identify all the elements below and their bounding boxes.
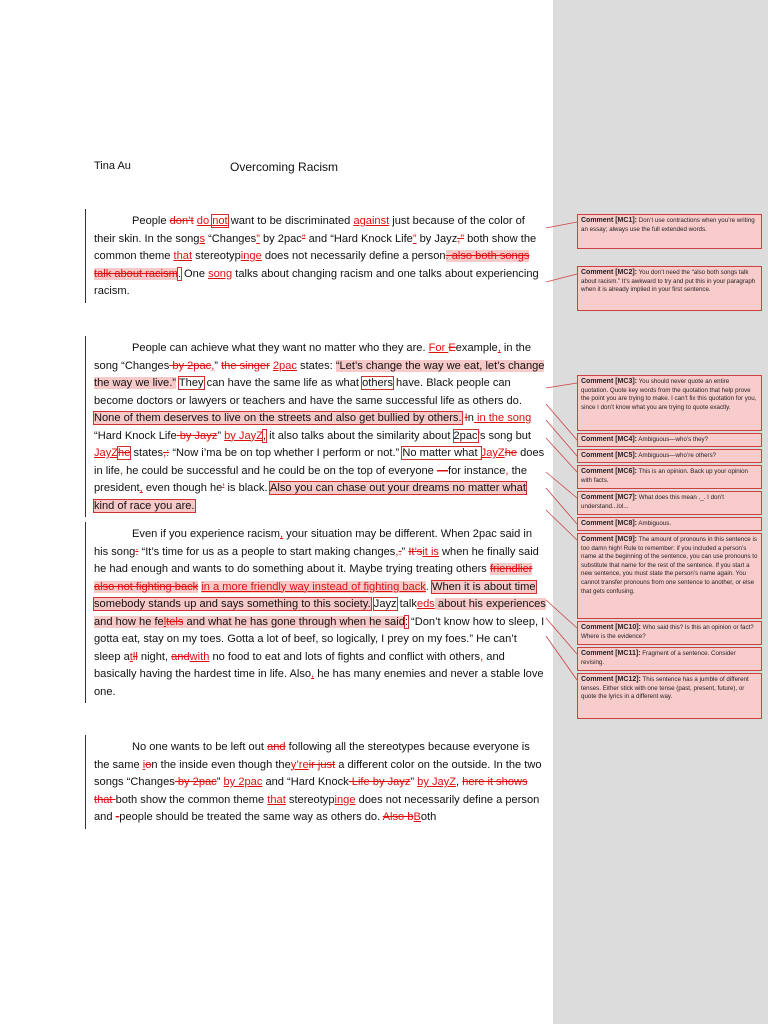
deleted-text: ir just: [308, 758, 336, 771]
inserted-text: s: [199, 232, 205, 245]
text-run: oth: [420, 811, 437, 823]
text-run: One: [180, 267, 209, 280]
text-run: No one wants to be left out: [132, 741, 268, 753]
comment-label: Comment [MC2]:: [581, 269, 637, 276]
comment-label: Comment [MC12]:: [581, 676, 641, 683]
deleted-text: Life by Jayz: [348, 776, 411, 788]
text-run: he could be successful and he could be on the top of everyone: [123, 464, 437, 477]
text-run: about his experiences and how he fe: [94, 598, 546, 628]
comment-label: Comment [MC11]:: [581, 650, 641, 657]
text-run: “Don’t know how to sleep, I gotta eat, stay on my toes. Gotta a lot of beef, so logically, I prey on my foes.” He can’t sleep a: [94, 615, 545, 663]
text-run: states: [130, 447, 164, 459]
paragraph-4[interactable]: [94, 739, 546, 827]
inserted-text: that: [173, 250, 193, 262]
text-run: want to be discriminated: [227, 215, 354, 227]
text-run: can have the same life as what: [203, 377, 363, 389]
text-run: ”: [410, 776, 418, 788]
inserted-text: i: [142, 758, 146, 771]
comment-label: Comment [MC7]:: [581, 494, 637, 501]
text-run: night,: [137, 650, 172, 663]
text-run: both show the common theme: [94, 232, 537, 262]
inserted-text: ,: [311, 668, 315, 680]
inserted-text: 2pac: [272, 359, 297, 372]
text-run: does not necessarily define a person: [261, 250, 446, 262]
deleted-text: tels: [166, 615, 184, 628]
deleted-text: here it shows that: [94, 776, 528, 806]
inserted-text: t: [129, 650, 133, 663]
comment-text: This is an opinion. Back up your opinion with facts.: [581, 468, 748, 484]
text-run: your situation may be different. When 2pac said in his song: [94, 528, 533, 558]
inserted-text: l: [163, 615, 167, 628]
text-run: People: [132, 215, 170, 227]
text-run: does not necessarily define a person and: [94, 793, 540, 823]
author-name: Tina Au: [94, 160, 131, 172]
deleted-text: —: [436, 464, 449, 477]
deleted-text: ,”: [457, 232, 465, 245]
text-run: No matter what: [402, 447, 481, 459]
comment-mc3[interactable]: [577, 375, 762, 431]
comment-mc4[interactable]: [577, 433, 762, 447]
comment-text: Ambiguous—who’s they?: [638, 436, 709, 443]
inserted-text: JayZ: [94, 447, 119, 459]
comment-mc2[interactable]: [577, 266, 762, 311]
text-run: ’s song but: [477, 429, 532, 442]
deleted-text: he: [118, 447, 131, 459]
text-run: ,: [262, 429, 267, 442]
text-run: People can achieve what they want no matter who they are.: [132, 342, 429, 354]
text-run: .: [425, 580, 432, 593]
deleted-text: o: [145, 758, 152, 771]
inserted-text: inge: [334, 793, 356, 806]
inserted-text: ,: [211, 359, 215, 372]
comment-text: Don’t use contractions when you’re writing an essay; always use the full extended words.: [581, 217, 755, 233]
comment-text: Who said this? Is this an opinion or fact? Where is the evidence?: [581, 624, 754, 640]
inserted-text: For: [428, 342, 449, 354]
text-run: They: [178, 377, 204, 389]
comment-text: The amount of pronouns in this sentence is too damn high! Rule to remember: if you included a person’s name at the beginning of the sentence, you can use pronouns to substitute that name for the rest of the sentence. If you start a new sentence, you must state the person’s name again. You cannot transfer pronouns from one sentence to another, or else that gets confusing.: [581, 536, 758, 595]
text-run: ”: [401, 545, 409, 558]
text-run: n: [467, 412, 474, 424]
comment-label: Comment [MC8]:: [581, 520, 637, 527]
deleted-text: E: [448, 342, 456, 354]
inserted-text: do: [196, 215, 213, 227]
paragraph-2[interactable]: [94, 340, 546, 515]
text-run: even though he: [142, 482, 223, 494]
inserted-text: ,: [480, 650, 484, 663]
text-run: Jayz: [373, 598, 397, 610]
deleted-text: by Jayz: [176, 429, 218, 442]
deleted-text: ,:: [163, 447, 170, 459]
text-run: he has many enemies and never a stable love one.: [94, 668, 544, 698]
inserted-text: ,: [119, 464, 123, 477]
comment-text: Ambiguous.: [638, 520, 672, 527]
inserted-text: by JayZ: [417, 776, 457, 788]
text-run: both show the common theme: [115, 793, 268, 806]
text-run: stereotyp: [192, 250, 241, 262]
text-run: in the song “Changes: [94, 342, 532, 372]
inserted-text: ,: [395, 545, 399, 558]
inserted-text: ,: [505, 464, 509, 477]
text-run: when he finally said he had enough and wants to do something about it. Maybe trying treating others: [94, 545, 539, 575]
comment-label: Comment [MC6]:: [581, 468, 637, 475]
inserted-text: by JayZ: [224, 429, 263, 442]
text-run: and “Hard Knock: [262, 776, 349, 788]
text-run: .: [177, 267, 181, 280]
deleted-text: and: [171, 650, 190, 663]
text-run: “Now i’ma be on top whether I perform or not.”: [169, 447, 403, 459]
deleted-text: :: [135, 545, 139, 558]
text-run: no food to eat and lots of fights and conflict with others: [209, 650, 481, 663]
inserted-text: inge: [240, 250, 262, 262]
inserted-text: it is: [422, 545, 439, 558]
comment-mc6[interactable]: [577, 465, 762, 489]
comment-label: Comment [MC5]:: [581, 452, 637, 459]
paragraph-3[interactable]: [94, 526, 546, 701]
text-run: following all the stereotypes because everyone is the same: [94, 741, 530, 771]
comment-label: Comment [MC9]:: [581, 536, 637, 543]
text-run: by Jayz: [416, 232, 458, 245]
comment-label: Comment [MC1]:: [581, 217, 637, 224]
inserted-text: against: [353, 215, 390, 227]
text-run: by 2pac: [259, 232, 302, 245]
text-run: and what he has gone through when he said: [183, 615, 405, 628]
comment-mc5[interactable]: [577, 449, 762, 463]
inserted-text: ”: [412, 232, 417, 245]
deleted-text: -: [115, 811, 120, 823]
comment-text: You don’t need the “also both songs talk about racism.” It’s awkward to try and put this in your paragraph when it is already implied in your first sentence.: [581, 269, 756, 294]
comment-mc12[interactable]: [577, 673, 762, 719]
comment-text: You should never quote an entire quotation. Quote key words from the quotation that help prove the point you are trying to make. I can’t fix this quotation for you, since I don’t know what you are trying to quote exactly.: [581, 378, 757, 411]
deleted-text: I: [464, 412, 468, 424]
comment-label: Comment [MC10]:: [581, 624, 641, 631]
inserted-text: in a more friendly way instead of fighting back: [201, 580, 426, 593]
deleted-text: the singer: [221, 359, 270, 372]
text-run: “It’s time for us as a people to start making changes: [138, 545, 396, 558]
deleted-text: friendlier also not fighting back: [94, 563, 533, 593]
deleted-text: ’: [222, 482, 225, 494]
deleted-text: by 2pac: [169, 359, 212, 372]
deleted-text: .: [398, 545, 402, 558]
comment-mc8[interactable]: [577, 517, 762, 531]
comment-text: Fragment of a sentence. Consider revising.: [581, 650, 736, 666]
text-run: talk: [396, 598, 417, 610]
text-run: “Hard Knock Life: [94, 429, 177, 442]
inserted-text: by 2pac: [223, 776, 263, 788]
text-run: does in life: [94, 447, 545, 477]
text-run: “Let’s change the way we eat, let’s change the way we live.”: [94, 359, 545, 389]
text-run: “Changes: [205, 232, 257, 245]
comment-label: Comment [MC3]:: [581, 378, 637, 385]
text-run: for instance: [448, 464, 506, 477]
comment-label: Comment [MC4]:: [581, 436, 637, 443]
deleted-text: It’s: [408, 545, 423, 558]
inserted-text: song: [208, 267, 233, 280]
essay-title: Overcoming Racism: [230, 160, 339, 174]
inserted-text: eds: [416, 598, 435, 610]
text-run: ”: [217, 429, 225, 442]
inserted-text: with: [189, 650, 210, 663]
inserted-text: JayZ: [480, 447, 505, 459]
deleted-text: Also b: [382, 811, 414, 823]
text-run: a different color on the outside. In the two songs “Changes: [94, 758, 542, 788]
text-run: talks about changing racism and one talks about experiencing racism.: [94, 267, 539, 297]
inserted-text: in the song: [473, 412, 532, 424]
paragraph-1[interactable]: [94, 213, 546, 301]
text-run: people should be treated the same way as others do.: [119, 811, 383, 823]
text-run: others: [362, 377, 393, 389]
comment-mc1[interactable]: [577, 214, 762, 249]
text-run: 2pac: [453, 429, 478, 442]
inserted-text: ”: [256, 232, 260, 245]
text-run: n the inside even though the: [151, 758, 291, 771]
comment-mc11[interactable]: [577, 647, 762, 671]
text-run: Also you can chase out your dreams no matter what kind of race you are.: [94, 482, 526, 512]
inserted-text: B: [413, 811, 421, 823]
text-run: just because of the color of their skin. In the song: [94, 215, 525, 245]
text-run: stereotyp: [285, 793, 335, 806]
text-run: example: [455, 342, 498, 354]
comment-text: This sentence has a jumble of different tenses. Either stick with one tense (past, present, future), or quote the lyrics in a different way.: [581, 676, 749, 701]
inserted-text: that: [267, 793, 286, 806]
deleted-text: and: [267, 741, 286, 753]
text-run: and “Hard Knock Life: [305, 232, 413, 245]
text-run: None of them deserves to live on the streets and also get bullied by others.: [94, 412, 462, 424]
text-run: states:: [296, 359, 336, 372]
text-run: ”: [216, 776, 224, 788]
text-run: and basically having the hardest time in life. Also: [94, 650, 505, 680]
comment-text: What does this mean ._. I don’t understand...lol...: [581, 494, 725, 510]
deleted-text: ll: [132, 650, 138, 663]
text-run: it also talks about the similarity about: [266, 429, 454, 442]
text-run: :: [404, 615, 408, 628]
inserted-text: y’re: [290, 758, 309, 771]
deleted-text: don’t: [169, 215, 194, 227]
comment-text: Ambiguous—who’re others?: [638, 452, 717, 459]
text-run: have. Black people can become doctors or lawyers or teachers and have the same successful life as others do.: [94, 377, 522, 407]
deleted-text: ”: [301, 232, 306, 245]
deleted-text: by 2pac: [174, 776, 217, 788]
inserted-text: not: [212, 215, 228, 227]
comment-mc7[interactable]: [577, 491, 762, 515]
text-run: Even if you experience racism: [132, 528, 280, 540]
inserted-text: ,: [497, 342, 501, 354]
deleted-text: he: [504, 447, 518, 459]
text-run: When it is about time somebody stands up and says something to this society.: [94, 580, 536, 610]
comment-mc10[interactable]: [577, 621, 762, 645]
text-run: ”: [214, 359, 222, 372]
inserted-text: ,: [279, 528, 284, 540]
text-run: the president: [94, 464, 527, 494]
deleted-text: . also both songs talk about racism: [94, 250, 530, 280]
inserted-text: ,: [139, 482, 143, 494]
text-run: is black.: [224, 482, 268, 494]
text-run: ,: [456, 776, 463, 788]
comment-mc9[interactable]: [577, 533, 762, 619]
